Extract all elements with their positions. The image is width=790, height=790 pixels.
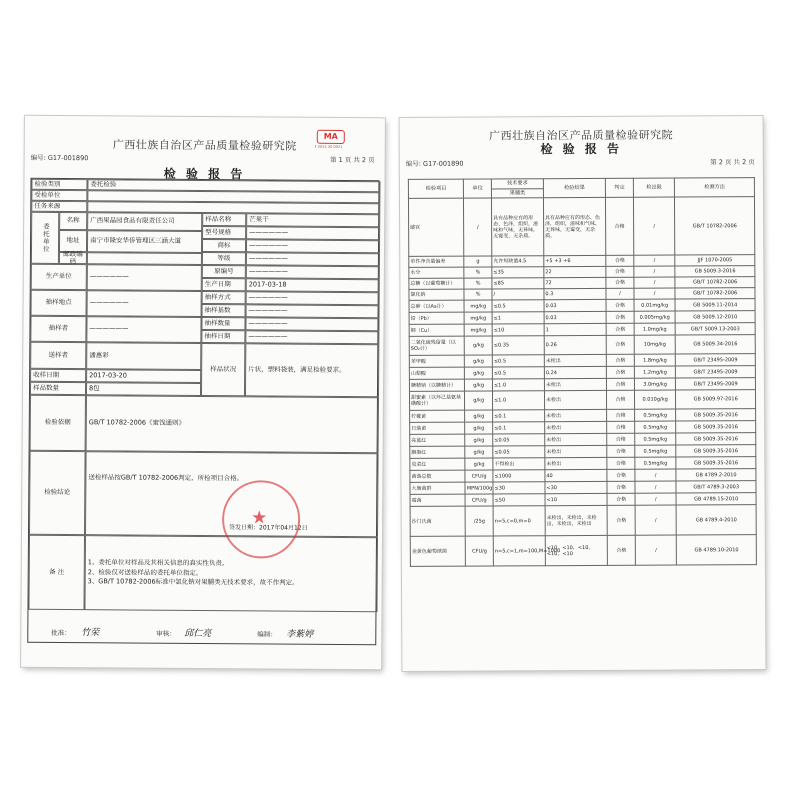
cell-judge: 合格 <box>607 493 635 505</box>
cell-limit: 1.8mg/kg <box>634 354 676 366</box>
cell-req: 允许短缺量4.5 <box>492 256 544 267</box>
review-label: 审核： <box>156 629 176 638</box>
cell-method: GB 5009.35-2016 <box>676 457 756 469</box>
cell-result: 未检出 <box>545 433 607 445</box>
cell-method: GB 5009.35-2016 <box>676 433 756 445</box>
edit-signature: 李紫婷 <box>286 629 314 640</box>
cell-method: GB 5009.35-2016 <box>676 445 756 457</box>
header-unit: 单位 <box>464 179 492 198</box>
remark-3: 3、GB/T 10782-2006标准中氯化钠对果脯类无技术要求，故不作判定。 <box>87 577 299 587</box>
cell-result: 72 <box>544 277 606 288</box>
report-title: 检 验 报 告 <box>540 141 623 157</box>
cell-judge: 合格 <box>606 299 634 311</box>
cell-result: 22 <box>544 266 606 277</box>
remarks <box>84 535 378 612</box>
cell-item: 单件净含量偏差 <box>409 256 464 267</box>
cell-result: 0.03 <box>544 299 606 311</box>
cell-unit: CFU/g <box>465 494 493 506</box>
cell-judge: 合格 <box>607 535 635 565</box>
remark-2: 2、检验仅对送检样品的委托单位指定。 <box>87 567 203 577</box>
cell-method: JJF 1070-2005 <box>675 255 755 266</box>
cell-limit: / <box>634 255 676 266</box>
cell-req: ≤1.0 <box>492 379 544 391</box>
cell-item: 日落黄 <box>410 422 465 434</box>
label: 检验类别 <box>31 179 87 190</box>
cell-req: 不得检出 <box>493 458 545 470</box>
cell-unit: g/kg <box>465 434 493 446</box>
cell-method: GB 5009.34-2016 <box>676 335 756 354</box>
cell-unit: CFU/g <box>465 470 493 482</box>
cell-method: GB 5009.3-2016 <box>675 266 755 277</box>
seal-star-icon: ★ <box>251 507 268 529</box>
cell-result: 未检出 <box>545 457 607 469</box>
header-requirement: 技术要求 <box>491 179 543 189</box>
cell-result: 具有品种应有的形态、色泽，组织，滋味和气味，无异味，无霉变，无杂质。 <box>543 197 606 255</box>
cell-item: 二氧化硫残留量（以SO₂计） <box>409 336 464 355</box>
review-signature: 邱仁亮 <box>184 628 212 640</box>
cell-item: 总砷（以As计） <box>409 300 464 312</box>
value: 潘惠彩 <box>86 342 201 370</box>
value <box>87 252 202 265</box>
cell-unit: mg/kg <box>464 324 492 336</box>
cell-req: ≤0.35 <box>492 336 544 355</box>
cell-unit: % <box>464 267 492 278</box>
cell-req: ≤1000 <box>493 470 545 482</box>
value: 委托检验 <box>87 179 380 192</box>
cell-result: <30 <box>545 481 607 493</box>
cma-number: F 2015 20 0021 <box>314 144 343 149</box>
header-result: 检验结果 <box>543 178 605 197</box>
cell-req: ≤30 <box>493 482 545 494</box>
cell-result: 未检出 <box>545 421 607 433</box>
cell-unit: g/kg <box>465 379 493 391</box>
label: 型号规格 <box>202 226 246 239</box>
cell-limit: 0.010g/kg <box>634 390 676 409</box>
cell-unit: g/kg <box>465 367 493 379</box>
header-judge: 判定 <box>606 178 634 197</box>
cell-result: 0.3 <box>544 288 606 299</box>
label: 样品数量 <box>30 382 86 395</box>
cell-unit: g/kg <box>465 355 493 367</box>
cell-unit: CFU/g <box>466 536 494 566</box>
cell-method: GB 4789.2-2010 <box>676 469 756 481</box>
cell-judge: 合格 <box>607 457 635 469</box>
cell-limit: 0.5mg/kg <box>634 409 676 421</box>
cell-judge: 合格 <box>606 311 634 323</box>
cell-req: ≤1 <box>492 312 544 324</box>
cell-item: 铜（Cu） <box>409 324 464 336</box>
cell-item: 沙门氏菌 <box>410 506 466 536</box>
cell-result: 40 <box>545 469 607 481</box>
cell-result: <10 <box>545 493 607 505</box>
org-name: 广西壮族自治区产品质量检验研究院 <box>112 138 297 153</box>
cell-limit: / <box>635 469 677 481</box>
cell-method: GB 4789.10-2010 <box>677 535 757 565</box>
report-code: 编号: G17-001890 <box>30 153 89 163</box>
cell-item: 糖精钠（以糖精计） <box>409 379 464 391</box>
cell-judge: 合格 <box>607 409 635 421</box>
cell-limit: 3.0mg/kg <box>634 378 676 390</box>
cell-item: 菌落总数 <box>410 470 465 482</box>
header-method: 检测方法 <box>675 178 755 197</box>
label: 抽样日期 <box>201 330 245 343</box>
cell-method: GB/T 4789.3-2003 <box>676 481 756 493</box>
value: —————— <box>246 239 380 253</box>
label: 地址 <box>59 230 87 252</box>
cell-method: GB/T 23495-2009 <box>676 354 756 366</box>
value: —————— <box>246 226 380 240</box>
label: 任务来源 <box>31 201 87 212</box>
edit-label: 编制： <box>257 630 277 639</box>
page-number: 第 1 页 共 2 页 <box>329 155 375 165</box>
value: —————— <box>87 290 202 317</box>
label: 送样者 <box>30 342 86 369</box>
cell-judge: 合格 <box>607 433 635 445</box>
cell-judge: 合格 <box>607 505 635 535</box>
cell-method: GB/T 23495-2009 <box>676 378 756 390</box>
cell-unit: % <box>464 289 492 300</box>
header-item: 检验项目 <box>408 179 463 198</box>
cell-unit: / <box>464 198 492 256</box>
label: 生产单位 <box>31 264 87 290</box>
cell-judge: 合格 <box>607 421 635 433</box>
cell-item: 大肠菌群 <box>410 482 465 494</box>
cell-req: / <box>492 289 544 300</box>
cell-unit: mg/kg <box>464 312 492 324</box>
value: 广西果晶园食品有限责任公司 <box>87 212 202 231</box>
cell-unit: g/kg <box>465 336 493 355</box>
table-row <box>410 535 756 567</box>
label: 抽样基数 <box>202 304 246 317</box>
cell-req: n=5,c=0,m=0 <box>493 506 545 536</box>
cell-limit: / <box>635 505 677 535</box>
report-code: 编号: G17-001890 <box>405 159 464 168</box>
cell-req: ≤0.05 <box>493 446 545 458</box>
label: 样品名称 <box>202 213 246 226</box>
cell-req: ≤85 <box>492 278 544 289</box>
cell-method: GB 5009.11-2014 <box>675 299 755 311</box>
cell-req: ≤10 <box>492 324 544 336</box>
value: —————— <box>246 252 380 266</box>
cell-item: 胭脂红 <box>410 446 465 458</box>
cell-judge: 合格 <box>607 378 635 390</box>
cell-result: 未检出 <box>544 354 606 366</box>
value: —————— <box>246 291 380 305</box>
cell-limit: / <box>635 535 677 565</box>
cell-judge: 合格 <box>607 445 635 457</box>
cell-limit: / <box>633 197 675 255</box>
cell-req: ≤1.0 <box>493 391 545 410</box>
cell-limit: 1.0mg/kg <box>634 323 676 335</box>
cell-unit: g/kg <box>465 422 493 434</box>
cell-limit: / <box>635 481 677 493</box>
value: —————— <box>246 304 380 318</box>
cell-method: GB 4789.4-2010 <box>676 505 756 535</box>
cell-unit: g/kg <box>465 458 493 470</box>
org-name: 广西壮族自治区产品质量检验研究院 <box>489 128 674 143</box>
value: 8包 <box>86 382 201 396</box>
value: GB/T 10782-2006《蜜饯通则》 <box>86 395 379 453</box>
cell-req: 具有品种应有的形态、色泽，组织，滋味和气味，无异味，无霉变，无杂质。 <box>492 198 544 256</box>
cell-item: 水分 <box>409 267 464 278</box>
cell-req: ≤35 <box>492 267 544 278</box>
cell-item: 甜蜜素（以环己基氨基磺酸计） <box>409 391 464 410</box>
cell-limit: 0.5mg/kg <box>635 433 677 445</box>
cell-result: 未检出 <box>544 378 606 390</box>
cell-result: <10，<10，<10，<10，<10 <box>545 535 607 565</box>
official-seal <box>222 480 301 559</box>
cell-unit: g <box>464 256 492 267</box>
cell-item: 霉菌 <box>410 494 465 506</box>
cell-limit: / <box>634 266 676 277</box>
cell-unit: g/kg <box>465 410 493 422</box>
value: —————— <box>86 316 201 343</box>
value: 片状，塑料袋装，满足检验要求。 <box>245 343 379 397</box>
value: 芒果干 <box>246 213 380 227</box>
label: 原编号 <box>202 265 246 278</box>
client-label: 委托单位 <box>31 212 59 264</box>
cell-item: 感官 <box>408 198 464 256</box>
cell-item: 山梨酸 <box>409 367 464 379</box>
report-title: 检 验 报 告 <box>163 166 246 182</box>
value: —————— <box>246 265 380 279</box>
cell-item: 总糖（以葡萄糖计） <box>409 278 464 289</box>
cell-judge: 合格 <box>607 390 635 409</box>
header-subcategory: 果脯类 <box>491 189 543 198</box>
issue-date: 签发日期：2017年04月12日 <box>229 524 308 532</box>
label: 抽样方式 <box>202 291 246 304</box>
cell-result: 0.03 <box>544 311 606 323</box>
cell-method: GB/T 10782-2006 <box>675 197 755 255</box>
cell-result: 0.26 <box>544 335 606 354</box>
report-page-2 <box>400 116 766 671</box>
cell-method: GB 5009.97-2016 <box>676 390 756 409</box>
cell-judge: / <box>606 288 634 299</box>
label: 生产日期 <box>202 278 246 291</box>
cell-unit: mg/kg <box>464 300 492 312</box>
cell-req: ≤0.5 <box>492 355 544 367</box>
cell-limit: / <box>635 493 677 505</box>
value: 2017-03-18 <box>246 278 380 292</box>
page-number: 第 2 页 共 2 页 <box>710 158 755 167</box>
cell-method: GB 4789.15-2010 <box>676 493 756 505</box>
label: 邮政编码 <box>59 252 87 264</box>
approve-label: 批准： <box>51 628 71 638</box>
label: 样品状况 <box>201 343 245 396</box>
label: 抽样数量 <box>201 317 245 330</box>
table-row <box>408 197 754 257</box>
cell-result: 未检出，未检出，未检出，未检出，未检出 <box>545 505 607 535</box>
label: 抽样者 <box>30 316 86 342</box>
cell-limit: 0.005mg/kg <box>634 311 676 323</box>
cell-judge: 合格 <box>606 323 634 335</box>
cell-judge: 合格 <box>606 255 634 266</box>
cell-item: 铅（Pb） <box>409 312 464 324</box>
value: —————— <box>245 317 379 331</box>
cell-limit: / <box>634 288 676 299</box>
cell-item: 亮蓝红 <box>410 434 465 446</box>
cell-req: ≤0.05 <box>493 434 545 446</box>
cell-unit: g/kg <box>465 391 493 410</box>
cell-method: GB 5009.35-2016 <box>676 421 756 433</box>
value: —————— <box>245 330 379 344</box>
value: 南宁市隆安华侨管理区三涵大道 <box>87 230 202 253</box>
label: 名称 <box>59 212 87 230</box>
cell-result: +5 +3 +6 <box>544 255 606 266</box>
cell-item: 苯甲酸 <box>409 355 464 367</box>
cell-judge: 合格 <box>606 354 634 366</box>
cell-result: 未检出 <box>545 445 607 457</box>
cell-item: 氯化钠 <box>409 289 464 300</box>
cell-method: GB/T 23495-2009 <box>676 366 756 378</box>
table-row <box>409 390 755 411</box>
cell-limit: 10mg/kg <box>634 335 676 354</box>
cell-req: ≤0.1 <box>493 410 545 422</box>
label: 收样日期 <box>30 369 86 382</box>
cell-unit: MPN/100g <box>465 482 493 494</box>
cell-judge: 合格 <box>607 469 635 481</box>
table-row <box>410 505 756 537</box>
cell-unit: g/kg <box>465 446 493 458</box>
cell-req: n=5,c=1,m=100,M=1000 <box>493 536 545 566</box>
cell-judge: 合格 <box>606 197 634 255</box>
label: 受检单位 <box>31 190 87 201</box>
cell-result: 未检出 <box>544 390 606 409</box>
header-limit: 检出限 <box>633 178 675 197</box>
cell-limit: / <box>634 277 676 288</box>
cell-item: 柠檬黄 <box>410 410 465 422</box>
cell-judge: 合格 <box>606 266 634 277</box>
approve-signature: 竹荣 <box>81 628 100 639</box>
cma-logo: MA <box>317 130 345 144</box>
cell-judge: 合格 <box>606 335 634 354</box>
label: 检验依据 <box>30 395 86 451</box>
cell-item: 苋菜红 <box>410 458 465 470</box>
cell-limit: 0.01mg/kg <box>634 299 676 311</box>
cell-method: GB/T 5009.13-2003 <box>676 323 756 335</box>
cell-req: ≤0.5 <box>492 367 544 379</box>
label: 等级 <box>202 252 246 265</box>
cell-item: 金黄色葡萄球菌 <box>410 536 466 566</box>
label: 抽样地点 <box>31 290 87 316</box>
cell-result: 未检出 <box>545 409 607 421</box>
info-form <box>27 178 379 645</box>
cell-judge: 合格 <box>607 366 635 378</box>
cell-limit: 1.2mg/kg <box>634 366 676 378</box>
value: 2017-03-20 <box>86 369 201 383</box>
conclusion-text: 送检样品按GB/T 10782-2006判定，所检项目合格。 <box>88 473 244 483</box>
cell-judge: 合格 <box>606 277 634 288</box>
cell-method: GB/T 10782-2006 <box>675 288 755 299</box>
cell-req: ≤0.1 <box>493 422 545 434</box>
label: 备 注 <box>28 535 85 610</box>
results-table <box>408 177 757 567</box>
cell-unit: % <box>464 278 492 289</box>
cell-judge: 合格 <box>607 481 635 493</box>
label: 检验结论 <box>29 451 86 535</box>
cell-limit: 0.5mg/kg <box>635 457 677 469</box>
cell-method: GB 5009.12-2010 <box>675 311 755 323</box>
cell-req: ≤0.5 <box>492 300 544 312</box>
value: —————— <box>87 264 202 291</box>
cell-method: GB/T 10782-2006 <box>675 277 755 288</box>
cell-method: GB 5009.35-2016 <box>676 409 756 421</box>
table-row <box>409 335 755 356</box>
cell-unit: /25g <box>465 506 493 536</box>
cell-req: ≤50 <box>493 494 545 506</box>
cell-limit: 0.5mg/kg <box>635 421 677 433</box>
report-page-1 <box>21 116 385 669</box>
cell-result: 0.24 <box>544 366 606 378</box>
remark-1: 1、委托单位对样品及其相关信息的真实性负责。 <box>87 558 229 568</box>
cell-limit: 0.5mg/kg <box>635 445 677 457</box>
cell-result: 1 <box>544 323 606 335</box>
label: 商标 <box>202 239 246 252</box>
